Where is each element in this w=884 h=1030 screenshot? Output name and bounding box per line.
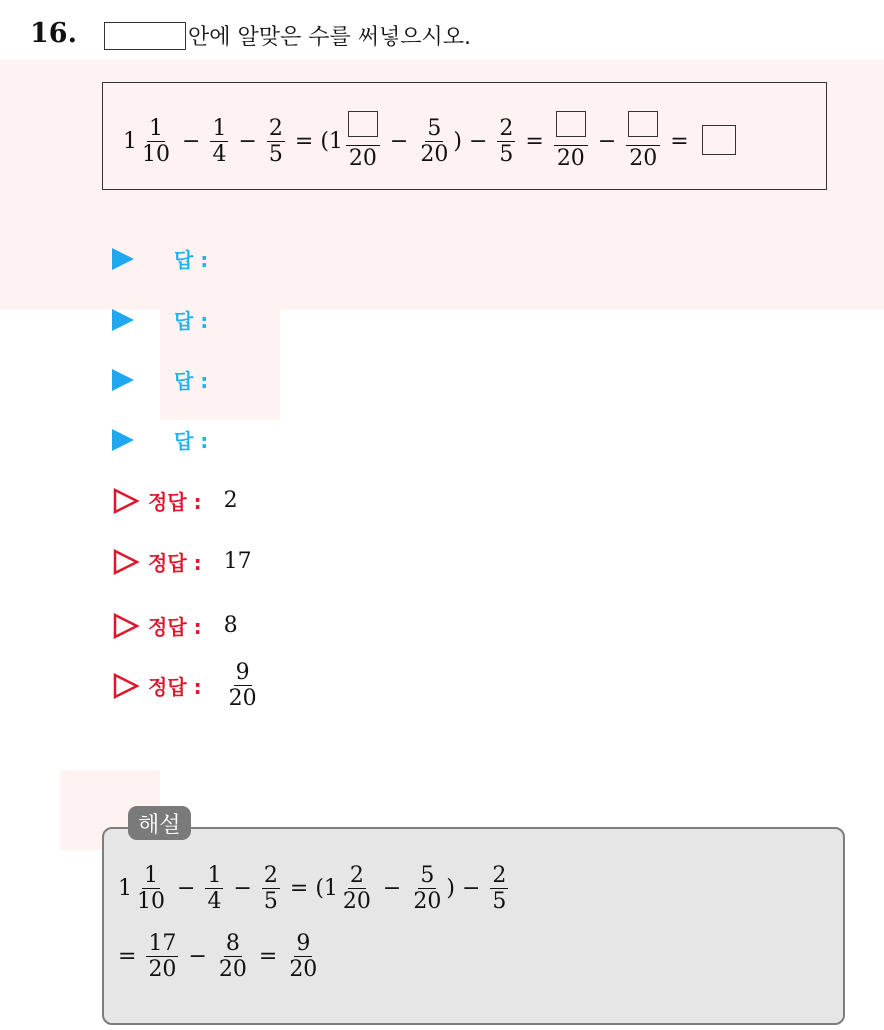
answer-row[interactable] <box>112 425 208 454</box>
fraction: $\frac{2}{5}$ <box>268 115 283 167</box>
fraction-blank[interactable]: 20 <box>626 111 660 172</box>
solution-tag: 해설 <box>128 806 191 840</box>
correct-answer-row <box>112 547 252 576</box>
correct-answer-value: 2 <box>223 488 238 513</box>
correct-answer-label: 정답 : <box>148 490 202 514</box>
operator: − <box>597 128 617 154</box>
answer-blank[interactable] <box>556 111 586 137</box>
answer-row[interactable] <box>112 244 208 273</box>
correct-answer-row <box>112 486 238 515</box>
operator: − <box>468 128 488 154</box>
fraction-blank[interactable]: 20 <box>554 111 588 172</box>
play-triangle-icon <box>112 248 134 270</box>
correct-answer-label: 정답 : <box>148 675 202 700</box>
problem-expression <box>123 111 736 172</box>
answer-row[interactable] <box>112 365 208 394</box>
answer-row[interactable] <box>112 305 208 334</box>
operator: = <box>294 128 314 154</box>
correct-answer-label: 정답 : <box>148 615 202 639</box>
blank-box-icon <box>104 22 186 50</box>
solution-line-2: = $\frac{17}{20}$ − $\frac{8}{20}$ = $\frac{9}{20}$ <box>118 931 318 983</box>
instruction-text: 안에 알맞은 수를 써넣으시오. <box>188 25 471 50</box>
operator: = <box>525 128 544 154</box>
whole-number: 1 <box>123 128 137 154</box>
fraction-blank[interactable]: 20 <box>346 111 380 172</box>
outline-triangle-icon <box>112 548 140 576</box>
correct-answer-value: 8 <box>223 613 238 638</box>
correct-answer-label: 정답 : <box>148 551 202 575</box>
outline-triangle-icon <box>112 612 140 640</box>
operator: − <box>389 128 409 154</box>
operator: − <box>238 128 257 154</box>
operator: − <box>182 128 201 154</box>
fraction: $\frac{5}{20}$ <box>420 115 449 167</box>
correct-answer-fraction: $\frac{9}{20}$ <box>228 660 257 712</box>
answer-label: 답 : <box>174 369 209 393</box>
answer-blank[interactable] <box>702 125 736 155</box>
solution-panel <box>102 827 845 1025</box>
question-number: 16. <box>30 18 77 49</box>
outline-triangle-icon <box>112 672 140 700</box>
answer-blank[interactable] <box>348 111 378 137</box>
correct-answer-value: 17 <box>223 549 252 574</box>
fraction: $\frac{2}{5}$ <box>499 115 514 167</box>
play-triangle-icon <box>112 369 134 391</box>
answer-label: 답 : <box>174 429 209 453</box>
correct-answer-row <box>112 611 238 640</box>
correct-answer-row <box>112 660 262 712</box>
problem-box <box>102 82 827 190</box>
answer-label: 답 : <box>174 248 209 272</box>
question-instruction <box>104 20 471 51</box>
answer-label: 답 : <box>174 309 209 333</box>
outline-triangle-icon <box>112 487 140 515</box>
paren-close: ) <box>453 128 462 154</box>
operator: = <box>670 128 689 154</box>
solution-line-1: 1 $\frac{1}{10}$ − $\frac{1}{4}$ − $\frac{2}{5}$ = (1 $\frac{2}{20}$ − $\frac{5}{20}$ ) − $\frac{2}{5}$ <box>118 863 507 915</box>
play-triangle-icon <box>112 309 134 331</box>
fraction: $\frac{1}{10}$ <box>142 115 170 167</box>
answer-blank[interactable] <box>628 111 658 137</box>
play-triangle-icon <box>112 429 134 451</box>
fraction: $\frac{1}{4}$ <box>212 115 227 167</box>
paren-open: (1 <box>320 128 343 154</box>
